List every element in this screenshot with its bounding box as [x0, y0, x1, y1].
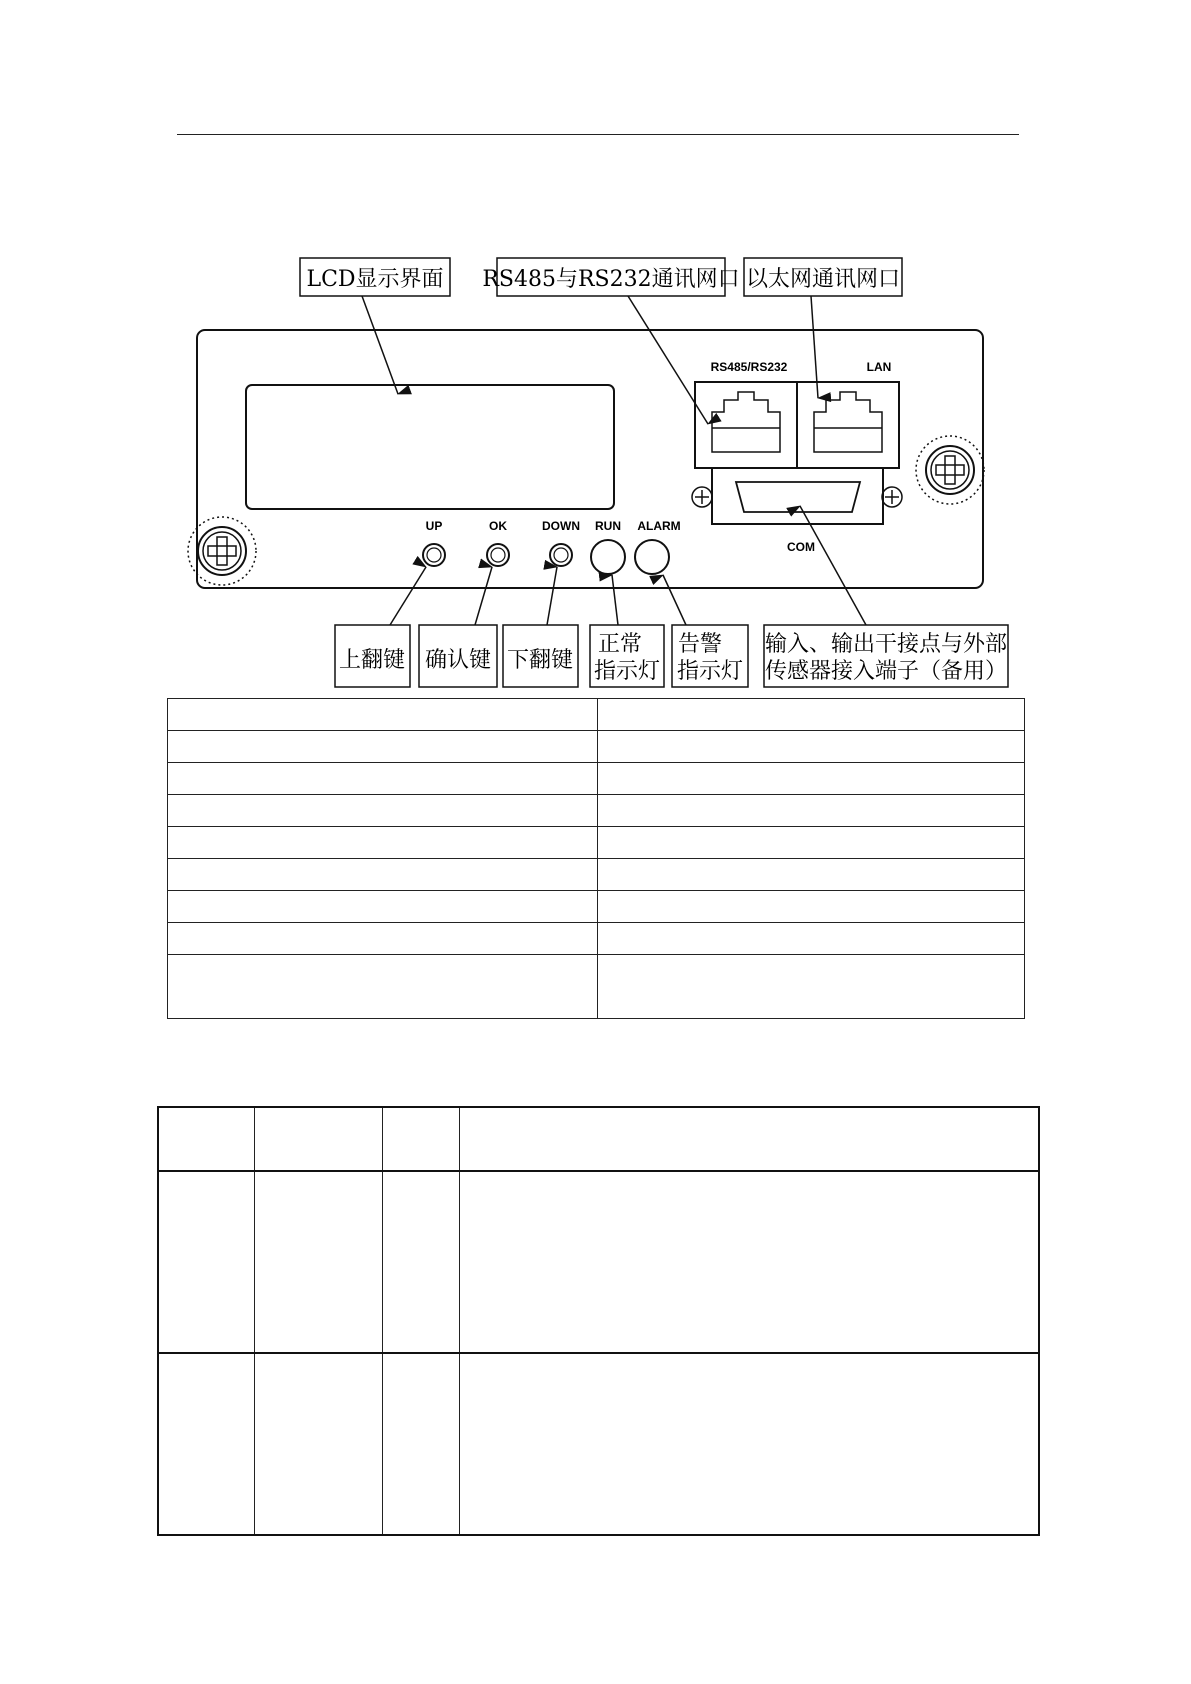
left-screw-icon: [188, 517, 256, 585]
panel-label-alarm: ALARM: [637, 519, 681, 533]
callout-lcd: LCD显示界面: [306, 267, 444, 292]
callout-up-key: 上翻键: [338, 648, 406, 673]
alarm-light-icon: [635, 540, 669, 574]
ok-key-icon: [487, 544, 509, 566]
callout-com-line1: 输入、输出干接点与外部: [764, 632, 1008, 657]
rs485-rs232-port-icon: [695, 382, 797, 468]
com-connector-icon: [692, 468, 902, 524]
table-row: [168, 731, 1025, 763]
table-row: [168, 795, 1025, 827]
callout-run-light-line2: 指示灯: [593, 659, 661, 684]
callout-rs-port: RS485与RS232通讯网口: [482, 267, 740, 292]
panel-diagram: [0, 0, 1191, 720]
table-row: [168, 891, 1025, 923]
up-key-icon: [423, 544, 445, 566]
table-row: [168, 827, 1025, 859]
callout-ok-key: 确认键: [424, 648, 492, 673]
callout-com-line2: 传感器接入端子（备用）: [764, 659, 1008, 684]
run-light-icon: [591, 540, 625, 574]
callout-alarm-light-line2: 指示灯: [676, 659, 744, 684]
down-key-icon: [550, 544, 572, 566]
table-row: [168, 763, 1025, 795]
callout-down-key: 下翻键: [506, 648, 574, 673]
callout-run-light-line1: 正常: [597, 632, 643, 657]
front-panel: [197, 330, 983, 588]
table-row: [158, 1171, 1039, 1353]
panel-label-rs485-rs232: RS485/RS232: [710, 360, 788, 374]
panel-label-lan: LAN: [866, 360, 892, 374]
table-row: [168, 923, 1025, 955]
table-row: [168, 699, 1025, 731]
panel-label-down: DOWN: [542, 519, 580, 533]
table-row: [158, 1353, 1039, 1535]
lan-port-icon: [797, 382, 899, 468]
table-row: [168, 859, 1025, 891]
callout-alarm-light-line1: 告警: [677, 632, 723, 657]
table-1: [167, 698, 1025, 1019]
table-2: [157, 1106, 1040, 1536]
callout-lan-port: 以太网通讯网口: [745, 267, 901, 292]
panel-label-run: RUN: [595, 519, 621, 533]
panel-label-up: UP: [425, 519, 443, 533]
right-screw-icon: [916, 436, 984, 504]
lcd-window: [246, 385, 614, 509]
table-row: [168, 955, 1025, 1019]
table-row: [158, 1107, 1039, 1171]
panel-label-com: COM: [787, 540, 815, 554]
panel-label-ok: OK: [489, 519, 507, 533]
